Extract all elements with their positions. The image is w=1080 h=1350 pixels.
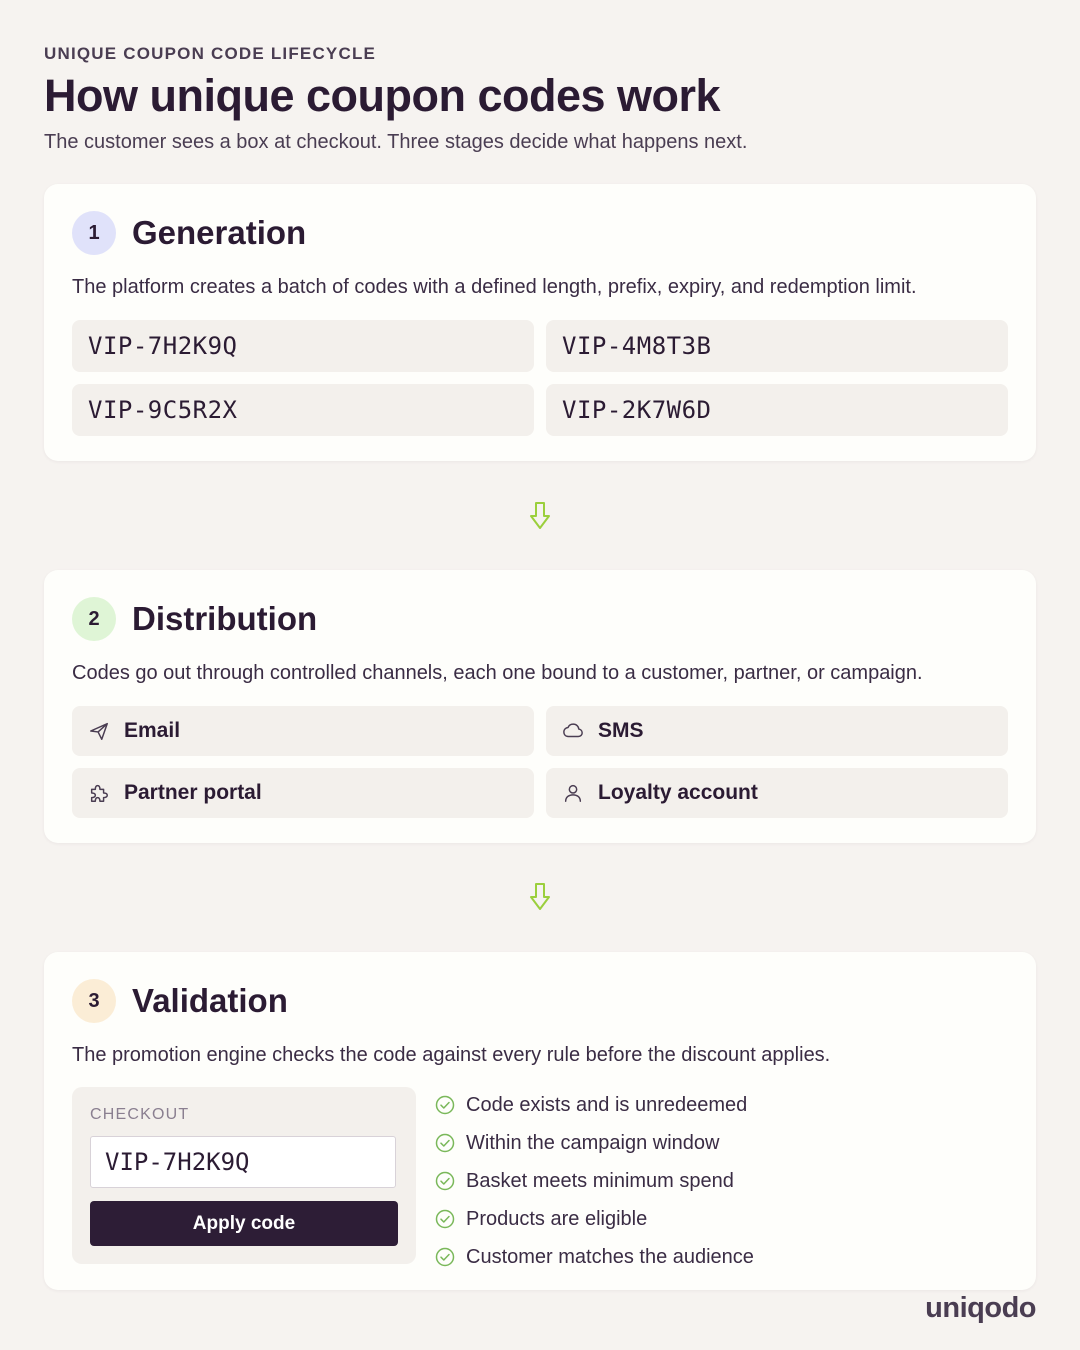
check-item	[434, 1162, 754, 1200]
stage-description: The platform creates a batch of codes with a defined length, prefix, expiry, and redemption limit.	[72, 276, 917, 298]
checkout-label: CHECKOUT	[90, 1106, 190, 1123]
stage-title: Distribution	[132, 600, 318, 637]
page-title: How unique coupon codes work	[44, 70, 721, 121]
check-label: Within the campaign window	[466, 1131, 720, 1154]
down-arrow-icon	[528, 501, 552, 531]
send-icon	[88, 720, 110, 742]
check-item	[434, 1200, 754, 1238]
code-grid	[72, 320, 1008, 436]
stage-header	[72, 211, 306, 255]
channel-label: Loyalty account	[598, 781, 758, 804]
check-circle-icon	[434, 1208, 456, 1230]
down-arrow-icon	[528, 882, 552, 912]
check-item	[434, 1124, 754, 1162]
check-label: Customer matches the audience	[466, 1245, 754, 1268]
stage-header	[72, 979, 288, 1023]
stage-number-badge: 3	[72, 979, 116, 1023]
stage-header	[72, 597, 317, 641]
stage-validation-card	[44, 952, 1036, 1290]
channel-sms	[546, 706, 1008, 756]
check-label: Code exists and is unredeemed	[466, 1093, 748, 1116]
coupon-code: VIP-7H2K9Q	[72, 320, 534, 372]
channel-partner-portal	[72, 768, 534, 818]
stage-generation-card	[44, 184, 1036, 461]
user-icon	[562, 782, 584, 804]
check-item	[434, 1086, 754, 1124]
channel-label: SMS	[598, 719, 644, 742]
check-label: Products are eligible	[466, 1207, 648, 1230]
coupon-code: VIP-9C5R2X	[72, 384, 534, 436]
page-subtitle: The customer sees a box at checkout. Three stages decide what happens next.	[44, 131, 748, 153]
coupon-code-input[interactable]	[90, 1136, 396, 1188]
stage-number-badge: 2	[72, 597, 116, 641]
apply-code-button[interactable]: Apply code	[90, 1201, 398, 1246]
puzzle-icon	[88, 782, 110, 804]
check-circle-icon	[434, 1246, 456, 1268]
stage-distribution-card	[44, 570, 1036, 843]
channel-label: Partner portal	[124, 781, 262, 804]
channel-grid	[72, 706, 1008, 818]
stage-number-badge: 1	[72, 211, 116, 255]
checkout-panel	[72, 1087, 416, 1264]
channel-email	[72, 706, 534, 756]
stage-description: Codes go out through controlled channels, each one bound to a customer, partner, or campaign.	[72, 662, 923, 684]
check-label: Basket meets minimum spend	[466, 1169, 734, 1192]
check-circle-icon	[434, 1094, 456, 1116]
validation-checklist	[434, 1086, 754, 1276]
stage-title: Validation	[132, 982, 288, 1019]
coupon-code: VIP-2K7W6D	[546, 384, 1008, 436]
coupon-code: VIP-4M8T3B	[546, 320, 1008, 372]
channel-label: Email	[124, 719, 181, 742]
chat-bubble-icon	[562, 720, 584, 742]
check-circle-icon	[434, 1170, 456, 1192]
eyebrow-label: UNIQUE COUPON CODE LIFECYCLE	[44, 44, 377, 63]
channel-loyalty-account	[546, 768, 1008, 818]
stage-description: The promotion engine checks the code against every rule before the discount applies.	[72, 1044, 831, 1066]
stage-title: Generation	[132, 214, 307, 251]
brand-logo: uniqodo	[925, 1292, 1036, 1324]
check-item	[434, 1238, 754, 1276]
check-circle-icon	[434, 1132, 456, 1154]
